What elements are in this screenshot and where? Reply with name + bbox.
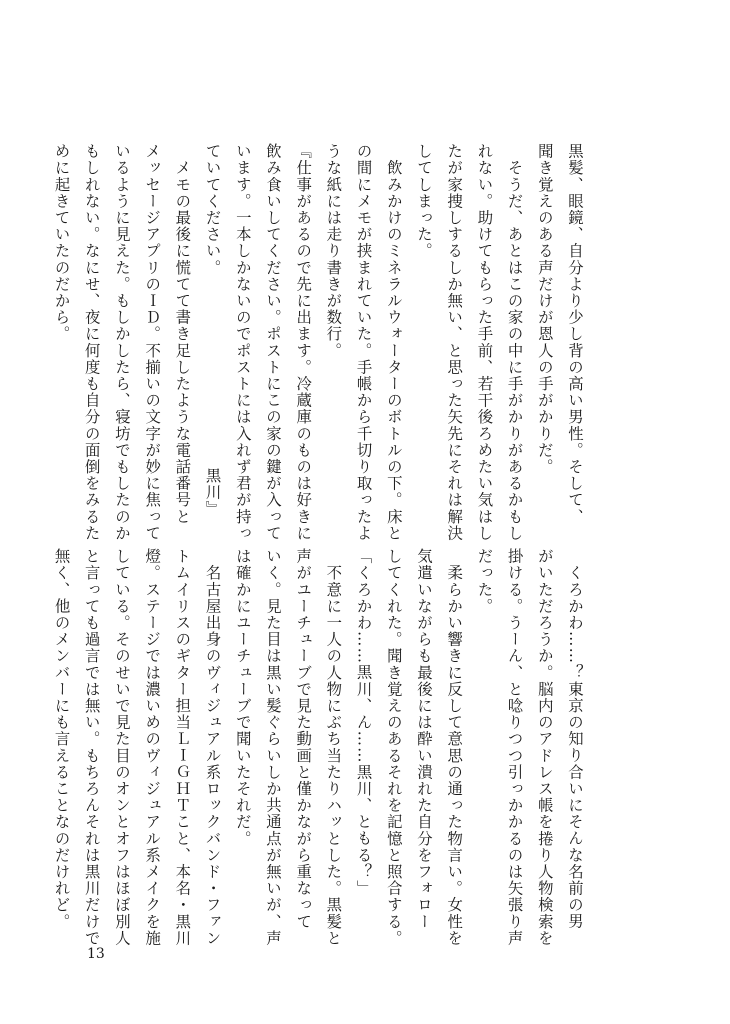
text-line: 燈。ステージでは濃いめのヴィジュアル系メイクを施 xyxy=(143,548,162,947)
text-line: 『仕事があるので先に出ます。冷蔵庫のものは好きに xyxy=(294,143,313,542)
text-line: 柔らかい響きに反して意思の通った物言い。女性を xyxy=(445,548,464,947)
text-line: と言っても過言では無い。もちろんそれは黒川だけで xyxy=(82,548,101,947)
text-line: 聞き覚えのある声だけが恩人の手がかりだ。 xyxy=(535,143,554,475)
text-line: 気遣いながらも最後には酔い潰れた自分をフォロー xyxy=(414,548,433,930)
text-line: いるように見えた。もしかしたら、寝坊でもしたのか xyxy=(112,143,131,542)
text-line: 掛ける。うーん、と唸りつつ引っかかるのは矢張り声 xyxy=(505,548,524,947)
text-line: の間にメモが挟まれていた。手帳から千切り取ったよ xyxy=(354,143,373,542)
text-line: いく。見た目は黒い髪ぐらいしか共通点が無いが、声 xyxy=(263,548,282,947)
text-line: たが家捜しするしか無い、と思った矢先にそれは解決 xyxy=(445,143,464,542)
text-line: がいただろうか。脳内のアドレス帳を捲り人物検索を xyxy=(535,548,554,947)
text-line: れない。助けてもらった手前、若干後ろめたい気はし xyxy=(475,143,494,542)
text-line: してしまった。 xyxy=(414,143,433,260)
text-line: そうだ、あとはこの家の中に手がかりがあるかもし xyxy=(505,143,524,542)
text-line: している。そのせいで見た目のオンとオフはほぼ別人 xyxy=(112,548,131,947)
text-line: 不意に一人の人物にぶち当たりハッとした。黒髪と xyxy=(324,548,343,947)
text-line: めに起きていたのだから。 xyxy=(52,143,71,343)
text-line: 名古屋出身のヴィジュアル系ロックバンド・ファン xyxy=(203,548,222,947)
text-line: だった。 xyxy=(475,548,494,615)
text-line: ていてください。 黒川』 xyxy=(203,143,222,518)
text-line: は確かにユーチューブで聞いたそれだ。 xyxy=(233,548,252,847)
text-line: 無く、他のメンバーにも言えることなのだけれど。 xyxy=(52,548,71,930)
text-line: くろかわ……？東京の知り合いにそんな名前の男 xyxy=(566,548,584,930)
text-line: メッセージアプリのＩＤ。不揃いの文字が妙に焦って xyxy=(143,143,162,542)
text-line: メモの最後に慌てて書き足したような電話番号と xyxy=(173,143,192,525)
text-line: 黒髪、眼鏡、自分より少し背の高い男性。そして、 xyxy=(566,143,584,525)
text-line: 声がユーチューブで見た動画と僅かながら重なって xyxy=(294,548,313,930)
text-line: トムイリスのギター担当ＬＩＧＨＴこと、本名・黒川 xyxy=(173,548,192,947)
text-line: 飲み食いしてください。ポストにこの家の鍵が入って xyxy=(263,143,282,542)
text-line: います。一本しかないのでポストには入れず君が持っ xyxy=(233,143,252,542)
text-line: してくれた。聞き覚えのあるそれを記憶と照合する。 xyxy=(384,548,403,947)
text-line: うな紙には走り書きが数行。 xyxy=(324,143,343,359)
text-line: 飲みかけのミネラルウォーターのボトルの下。床と xyxy=(384,143,403,542)
page-number: 13 xyxy=(87,946,105,962)
text-line: もしれない。なにせ、夜に何度も自分の面倒をみるた xyxy=(82,143,101,542)
top-text-block xyxy=(52,143,590,542)
bottom-text-block xyxy=(52,548,590,947)
text-line: 「くろかわ……黒川、ん……黒川、ともる？」 xyxy=(354,548,373,897)
